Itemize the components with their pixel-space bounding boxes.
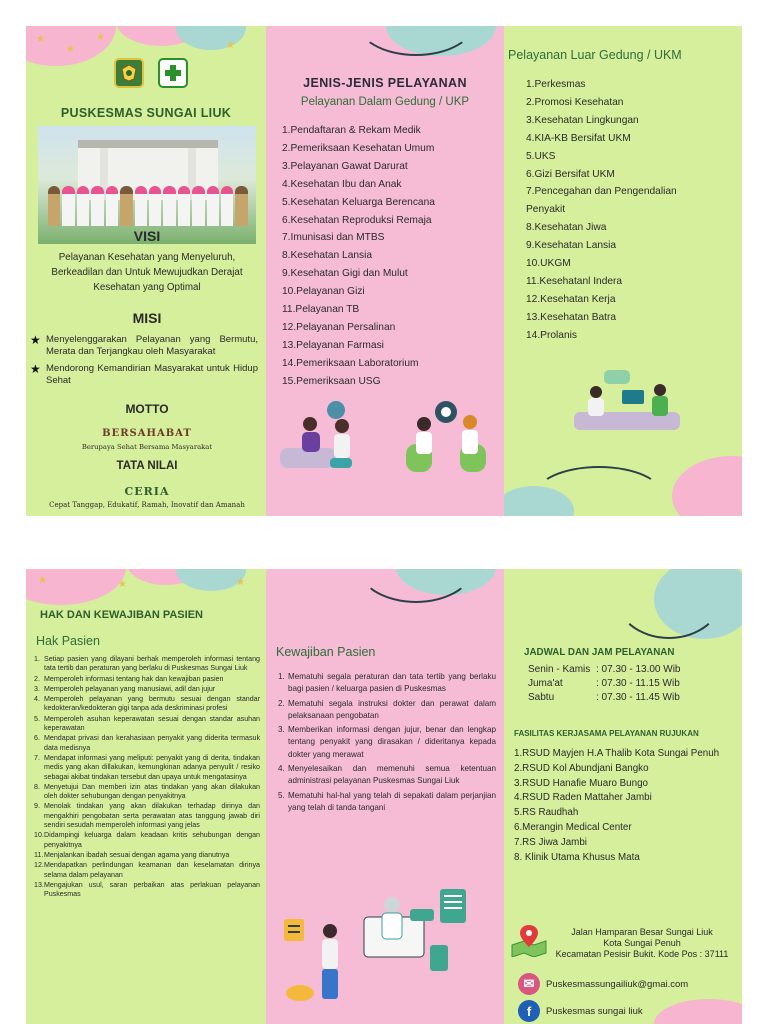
item-number: 3.: [278, 725, 285, 735]
list-item: [278, 724, 496, 761]
list-item: [278, 790, 496, 815]
staff-crowd: [48, 182, 248, 226]
services-title: JENIS-JENIS PELAYANAN: [303, 76, 467, 90]
item-number: 7.: [34, 753, 40, 762]
sparkle-icon: ★: [236, 577, 245, 588]
org-name: PUSKESMAS SUNGAI LIUK: [60, 106, 232, 120]
item-text: Mendapatkan perlindungan keamanan dan keselamatan dirinya selama dalam pelayanan: [44, 861, 260, 879]
item-text: Menyelesaikan dan memenuhi semua ketentuan administrasi pelayanan Puskesmas Sungai Liuk: [288, 764, 496, 786]
list-item: 7.Pencegahan dan Pengendalian Penyakit: [526, 186, 677, 216]
list-item: [278, 698, 496, 723]
list-item: [34, 675, 260, 684]
schedule-row: Sabtu : 07.30 - 11.45 Wib: [528, 692, 680, 703]
item-number: 5.: [34, 714, 40, 723]
item-number: 2.: [34, 674, 40, 683]
brochure-front: [26, 26, 742, 516]
list-item: 13.Kesehatan Batra: [526, 311, 617, 323]
email-icon: ✉: [518, 973, 540, 995]
item-number: 2.: [278, 698, 285, 708]
item-number: 5.: [278, 790, 285, 800]
discussion-illustration: [574, 362, 714, 442]
list-item: 5.UKS: [526, 150, 556, 162]
email-contact[interactable]: [518, 973, 688, 995]
panel-obligations: [266, 569, 504, 1024]
list-item: 4.KIA-KB Bersifat UKM: [526, 132, 631, 144]
address-line: Kota Sungai Penuh: [603, 938, 681, 948]
item-text: Menolak tindakan yang akan dilakukan terhadap dirinya dan mengakhiri pengobatan serta perawatan atas tanggung jawab diri sendiri sesudah memperoleh informasi yang jelas: [44, 802, 260, 830]
facebook-icon: f: [518, 1000, 540, 1022]
item-text: Mendapat privasi dan kerahasiaan penyakit yang diderita termasuk data medisnya: [44, 734, 260, 752]
visi-text: Pelayanan Kesehatan yang Menyeluruh, Berkeadilan dan Untuk Mewujudkan Derajat Kesehatan yang Optimal: [51, 252, 243, 293]
panel-ukm: [504, 26, 742, 516]
item-number: 1.: [34, 655, 40, 663]
list-item: [34, 851, 260, 860]
schedule-row: Juma'at : 07.30 - 11.15 Wib: [528, 678, 680, 689]
list-item: 1.Pendaftaran & Rekam Medik: [282, 125, 421, 136]
item-text: Memperoleh pelayanan yang bermutu sesuai dengan standar kedokteran/kedokteran gigi tanpa ada deskriminasi profesi: [44, 695, 260, 713]
health-cross-icon: [158, 58, 188, 88]
list-item: [34, 783, 260, 802]
panel-schedule: [504, 569, 742, 1024]
sparkle-icon: ★: [226, 40, 235, 51]
address-line: Kecamatan Pesisir Bukit. Kode Pos : 37111: [555, 949, 729, 959]
hak-title: Hak Pasien: [36, 634, 100, 648]
decor-blob: [672, 456, 742, 516]
sparkle-icon: ★: [118, 579, 127, 590]
list-item: 10.UKGM: [526, 258, 571, 270]
list-item: 6.Kesehatan Reproduksi Remaja: [282, 214, 432, 226]
misi-item: ★ Mendorong Kemandirian Masyarakat untuk Hidup Sehat: [30, 363, 258, 387]
ukm-title: Pelayanan Luar Gedung / UKM: [508, 48, 682, 62]
item-number: 8.: [34, 782, 40, 791]
list-item: 8. Klinik Utama Khusus Mata: [514, 851, 640, 863]
list-item: 4.RSUD Raden Mattaher Jambi: [514, 792, 652, 804]
item-number: 11.: [34, 850, 44, 859]
list-item: 5.RS Raudhah: [514, 807, 579, 819]
list-item: 13.Pelayanan Farmasi: [282, 339, 384, 351]
list-item: 3.Pelayanan Gawat Darurat: [282, 160, 408, 172]
sparkle-icon: ★: [66, 44, 75, 55]
decor-blob: [176, 26, 246, 50]
item-text: Menyetujui Dan memberi izin atas tindakan yang akan dilakukan oleh dokter sehubungan dengan penyakitnya: [44, 782, 260, 801]
list-item: [34, 715, 260, 734]
item-text: Mematuhi hal-hal yang telah di sepakati dalam perjanjian yang telah di tanda tangani: [288, 790, 496, 812]
decor-blob: [654, 999, 742, 1024]
item-text: Menjalankan ibadah sesuai dengan agama yang dianutnya: [44, 850, 230, 859]
list-item: [34, 881, 260, 900]
regency-crest-icon: [114, 58, 144, 88]
list-item: 6.Merangin Medical Center: [514, 821, 632, 833]
list-item: 8.Kesehatan Jiwa: [526, 222, 607, 234]
brochure-back: [26, 569, 742, 1024]
hak-list: [34, 655, 260, 900]
motto-subtitle: Berupaya Sehat Bersama Masyarakat: [81, 443, 213, 451]
panel-rights: [26, 569, 266, 1024]
list-item: 5.Kesehatan Keluarga Berencana: [282, 196, 435, 208]
list-item: 9.Kesehatan Lansia: [526, 240, 617, 252]
list-item: 12.Kesehatan Kerja: [526, 293, 616, 305]
email-address: Puskesmassungailiuk@gmai.com: [546, 978, 689, 990]
ukm-list: [526, 76, 732, 345]
tata-nilai-subtitle: Cepat Tanggap, Edukatif, Ramah, Inovatif dan Amanah: [49, 501, 245, 509]
item-text: Mengajukan usul, saran perbaikan atas perlakuan pelayanan Puskesmas: [44, 880, 260, 899]
item-number: 4.: [278, 764, 285, 774]
item-text: Mematuhi segala instruksi dokter dan perawat dalam pelaksanaan pengobatan: [288, 698, 496, 720]
tata-nilai-value: CERIA: [124, 485, 170, 498]
list-item: 11.Kesehatanl Indera: [526, 275, 623, 287]
consultation-illustration: [274, 396, 500, 496]
item-number: 13.: [34, 880, 44, 889]
list-item: 11.Pelayanan TB: [282, 304, 360, 316]
schedule-title: JADWAL DAN JAM PELAYANAN: [524, 647, 675, 658]
ukp-list: [282, 122, 435, 391]
decor-swirl: [534, 466, 664, 516]
list-item: [34, 655, 260, 674]
item-number: 6.: [34, 734, 40, 743]
facebook-name: Puskesmas sungai liuk: [546, 1005, 643, 1017]
list-item: [34, 861, 260, 880]
item-number: 4.: [34, 695, 40, 704]
list-item: 14.Pemeriksaan Laboratorium: [282, 357, 419, 369]
list-item: [34, 734, 260, 753]
list-item: 1.Perkesmas: [526, 79, 586, 90]
item-number: 12.: [34, 861, 44, 870]
item-text: Memperoleh asuhan keperawatan sesuai dengan standar asuhan keperawatan: [44, 714, 260, 733]
list-item: 8.Kesehatan Lansia: [282, 250, 373, 262]
list-item: 3.Kesehatan Lingkungan: [526, 114, 639, 126]
kewajiban-title: Kewajiban Pasien: [276, 645, 376, 659]
motto-value: BERSAHABAT: [102, 428, 192, 439]
item-number: 1.: [278, 672, 285, 681]
item-text: Mematuhi segala peraturan dan tata tertib yang berlaku bagi pasien / keluarga pasien di Puskesmas: [288, 672, 496, 694]
kewajiban-list: [278, 671, 496, 816]
item-number: 10.: [34, 831, 44, 840]
list-item: [278, 671, 496, 696]
misi-title: MISI: [132, 310, 162, 326]
sparkle-icon: ★: [38, 575, 47, 586]
address-line: Jalan Hamparan Besar Sungai Liuk: [571, 927, 713, 937]
item-number: 3.: [34, 684, 40, 693]
list-item: [34, 685, 260, 694]
decor-swirl: [356, 569, 476, 603]
address-block: [544, 927, 740, 960]
misi-item: ★ Menyelenggarakan Pelayanan yang Bermutu, Merata dan Terjangkau oleh Masyarakat: [30, 334, 258, 358]
list-item: [34, 802, 260, 830]
list-item: 9.Kesehatan Gigi dan Mulut: [282, 268, 408, 280]
item-text: Memperoleh informasi tentang hak dan kewajiban pasien: [44, 674, 224, 683]
list-item: 7.RS Jiwa Jambi: [514, 836, 587, 848]
item-text: Didampingi keluarga dalam keadaan kritis sehubungan dengan penyakitnya: [44, 831, 260, 849]
list-item: 2.RSUD Kol Abundjani Bangko: [514, 762, 649, 774]
list-item: 14.Prolanis: [526, 329, 577, 341]
schedule-row: Senin - Kamis : 07.30 - 13.00 Wib: [528, 664, 681, 675]
list-item: 10.Pelayanan Gizi: [282, 286, 365, 298]
item-text: Memberikan informasi dengan jujur, benar dan lengkap tentang penyakit yang dirasakan / dideritanya kepada dokter yang merawat: [288, 725, 496, 759]
rights-title: HAK DAN KEWAJIBAN PASIEN: [40, 609, 203, 621]
misi-list: [30, 334, 258, 392]
sparkle-icon: ★: [96, 32, 105, 43]
list-item: [34, 831, 260, 850]
motto-title: MOTTO: [125, 402, 169, 416]
list-item: 7.Imunisasi dan MTBS: [282, 232, 385, 244]
tata-nilai-title: TATA NILAI: [116, 460, 178, 472]
visi-title: VISI: [133, 228, 161, 244]
schedule-table: [528, 663, 681, 705]
item-text: Setiap pasien yang dilayani berhak memperoleh informasi tentang tata tertib dan peraturan yang berlaku di Puskesmas Sungai Liuk: [44, 655, 260, 673]
list-item: 12.Pelayanan Persalinan: [282, 321, 396, 333]
doctor-patient-illustration: [280, 883, 490, 1013]
services-subtitle: Pelayanan Dalam Gedung / UKP: [300, 96, 470, 108]
sparkle-icon: ★: [36, 34, 45, 45]
facebook-contact[interactable]: [518, 1000, 643, 1022]
item-text: Mendapat informasi yang meliputi: penyakit yang di derita, tindakan medis yang akan dillakukan, kemungkinan adanya penyulit / resiko sebagai akibat tindakan tersebut dan upaya untuk mengatasinya: [44, 753, 260, 781]
referral-title: FASILITAS KERJASAMA PELAYANAN RUJUKAN: [514, 729, 699, 738]
list-item: 4.Kesehatan Ibu dan Anak: [282, 178, 402, 190]
list-item: [278, 763, 496, 788]
list-item: 1.RSUD Mayjen H.A Thalib Kota Sungai Penuh: [514, 748, 720, 759]
staff-group-photo: [38, 126, 256, 244]
panel-services: [266, 26, 504, 516]
list-item: 3.RSUD Hanafie Muaro Bungo: [514, 777, 648, 789]
item-text: Memperoleh pelayanan yang manusiawi, adil dan jujur: [44, 684, 216, 693]
referral-list: [514, 747, 719, 865]
list-item: [34, 695, 260, 714]
panel-profile: [26, 26, 266, 516]
list-item: 2.Pemeriksaan Kesehatan Umum: [282, 142, 435, 154]
list-item: 2.Promosi Kesehatan: [526, 96, 624, 108]
list-item: 6.Gizi Bersifat UKM: [526, 168, 615, 180]
item-number: 9.: [34, 802, 40, 811]
list-item: 15.Pemeriksaan USG: [282, 375, 381, 387]
list-item: [34, 754, 260, 782]
logo-group: [114, 58, 188, 88]
